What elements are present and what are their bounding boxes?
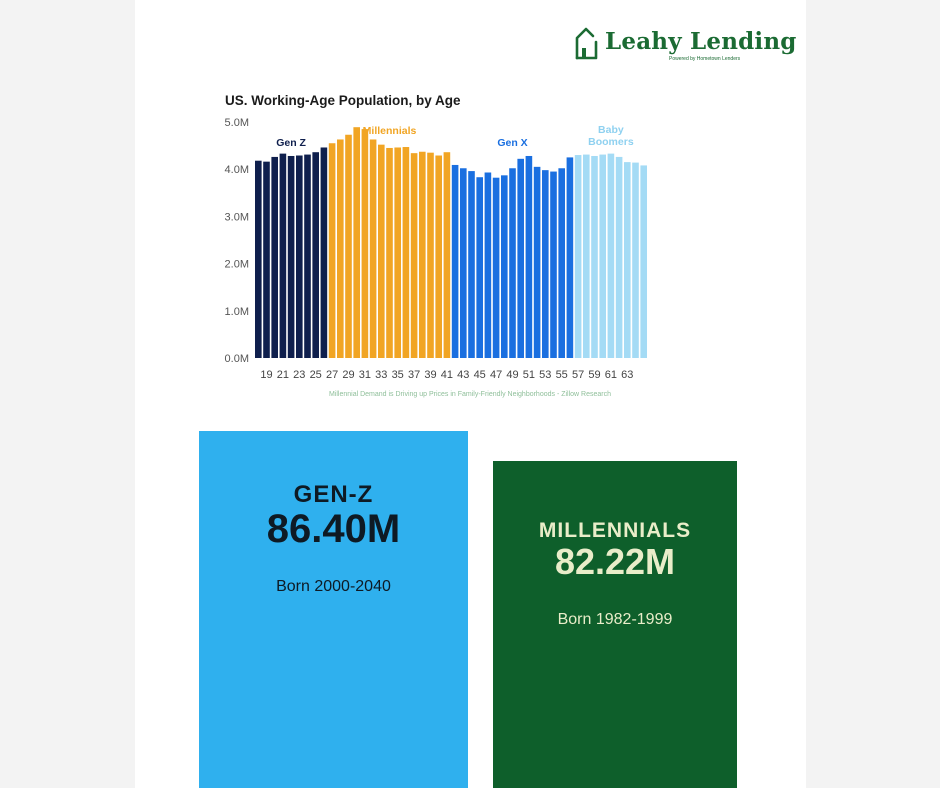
series-label: Boomers xyxy=(588,136,634,148)
bar-baby-boomers-age-61 xyxy=(608,154,615,358)
bar-gen-x-age-56 xyxy=(567,157,574,358)
bar-baby-boomers-age-58 xyxy=(583,155,590,358)
bar-gen-x-age-48 xyxy=(501,175,508,358)
x-tick-label: 49 xyxy=(506,369,519,381)
bar-gen-x-age-45 xyxy=(476,177,483,358)
bar-millennials-age-38 xyxy=(419,152,426,358)
bar-millennials-age-28 xyxy=(337,139,344,358)
bar-gen-x-age-49 xyxy=(509,168,516,358)
chart-title: US. Working-Age Population, by Age xyxy=(225,93,461,108)
bar-baby-boomers-age-60 xyxy=(599,155,606,358)
bar-millennials-age-27 xyxy=(329,143,336,358)
gen-z-card-born: Born 2000-2040 xyxy=(276,578,391,595)
bar-gen-z-age-18 xyxy=(255,161,262,358)
bar-gen-z-age-25 xyxy=(312,152,319,358)
x-tick-label: 19 xyxy=(260,369,273,381)
bar-millennials-age-31 xyxy=(362,129,369,358)
bar-gen-x-age-55 xyxy=(558,168,565,358)
x-tick-label: 29 xyxy=(342,369,355,381)
bar-millennials-age-29 xyxy=(345,135,352,358)
bar-baby-boomers-age-63 xyxy=(624,162,631,358)
bar-millennials-age-34 xyxy=(386,148,393,358)
series-label: Millennials xyxy=(362,125,417,137)
bar-gen-z-age-21 xyxy=(280,154,287,358)
brand-logo[interactable] xyxy=(573,24,797,64)
bar-gen-x-age-52 xyxy=(534,167,541,358)
x-tick-label: 31 xyxy=(358,369,372,381)
bar-gen-x-age-46 xyxy=(485,173,492,358)
x-tick-label: 23 xyxy=(293,369,306,381)
bar-millennials-age-39 xyxy=(427,153,434,358)
bar-baby-boomers-age-64 xyxy=(632,163,639,358)
bar-gen-z-age-23 xyxy=(296,156,303,358)
y-tick-label: 2.0M xyxy=(224,258,249,271)
bar-millennials-age-40 xyxy=(435,156,442,358)
y-tick-label: 1.0M xyxy=(224,305,249,318)
y-tick-label: 3.0M xyxy=(224,211,249,224)
bar-gen-x-age-51 xyxy=(526,156,533,358)
bar-gen-z-age-24 xyxy=(304,155,311,358)
bar-gen-x-age-44 xyxy=(468,171,475,358)
y-tick-label: 0.0M xyxy=(224,353,249,365)
house-icon xyxy=(573,26,599,60)
bar-gen-z-age-22 xyxy=(288,156,295,358)
x-tick-label: 37 xyxy=(407,369,421,381)
y-tick-label: 4.0M xyxy=(224,164,249,177)
millennials-card-born: Born 1982-1999 xyxy=(557,611,673,628)
x-tick-label: 41 xyxy=(440,369,454,381)
x-tick-label: 57 xyxy=(571,369,585,381)
series-label: Gen X xyxy=(497,137,528,149)
population-bar-chart xyxy=(215,112,725,384)
y-tick-label: 5.0M xyxy=(224,117,249,129)
x-tick-label: 55 xyxy=(555,369,568,381)
bar-baby-boomers-age-62 xyxy=(616,157,623,358)
x-tick-label: 33 xyxy=(375,369,388,381)
x-tick-label: 43 xyxy=(457,369,470,381)
x-tick-label: 35 xyxy=(391,369,404,381)
bar-baby-boomers-age-57 xyxy=(575,155,582,358)
bar-gen-z-age-20 xyxy=(271,157,278,358)
bar-baby-boomers-age-65 xyxy=(640,165,647,358)
x-tick-label: 25 xyxy=(309,369,322,381)
bar-gen-x-age-43 xyxy=(460,168,467,358)
series-label: Baby xyxy=(598,124,624,136)
bar-millennials-age-36 xyxy=(403,147,410,358)
bar-millennials-age-35 xyxy=(394,147,401,358)
x-tick-label: 61 xyxy=(604,369,618,381)
bar-gen-x-age-42 xyxy=(452,165,459,358)
bar-gen-x-age-54 xyxy=(550,172,557,358)
x-tick-label: 51 xyxy=(522,369,536,381)
bar-millennials-age-37 xyxy=(411,153,418,358)
bar-millennials-age-41 xyxy=(444,152,451,358)
bar-gen-x-age-53 xyxy=(542,170,549,358)
x-tick-label: 59 xyxy=(588,369,601,381)
bar-gen-z-age-19 xyxy=(263,162,270,358)
x-tick-label: 27 xyxy=(325,369,339,381)
bar-millennials-age-32 xyxy=(370,139,377,358)
gen-z-card xyxy=(199,431,468,788)
brand-tagline: Powered by Hometown Lenders xyxy=(669,56,741,62)
gen-z-card-value: 86.40M xyxy=(266,507,401,551)
bar-millennials-age-30 xyxy=(353,127,360,358)
x-tick-label: 53 xyxy=(539,369,552,381)
x-tick-label: 39 xyxy=(424,369,437,381)
series-label: Gen Z xyxy=(276,137,306,149)
brand-name: Leahy Lending xyxy=(605,28,797,55)
millennials-card xyxy=(493,461,737,788)
bar-gen-x-age-47 xyxy=(493,178,500,358)
millennials-card-value: 82.22M xyxy=(554,541,676,582)
millennials-card-title: MILLENNIALS xyxy=(538,519,692,542)
gen-z-card-title: GEN-Z xyxy=(293,481,374,508)
bar-baby-boomers-age-59 xyxy=(591,156,598,358)
bar-millennials-age-33 xyxy=(378,145,385,358)
x-tick-label: 21 xyxy=(276,369,290,381)
bar-gen-x-age-50 xyxy=(517,159,524,358)
x-tick-label: 63 xyxy=(621,369,634,381)
chart-source: Millennial Demand is Driving up Prices in Family-Friendly Neighborhoods - Zillow Research xyxy=(328,391,612,398)
bar-gen-z-age-26 xyxy=(321,147,328,358)
x-tick-label: 45 xyxy=(473,369,486,381)
x-tick-label: 47 xyxy=(489,369,503,381)
